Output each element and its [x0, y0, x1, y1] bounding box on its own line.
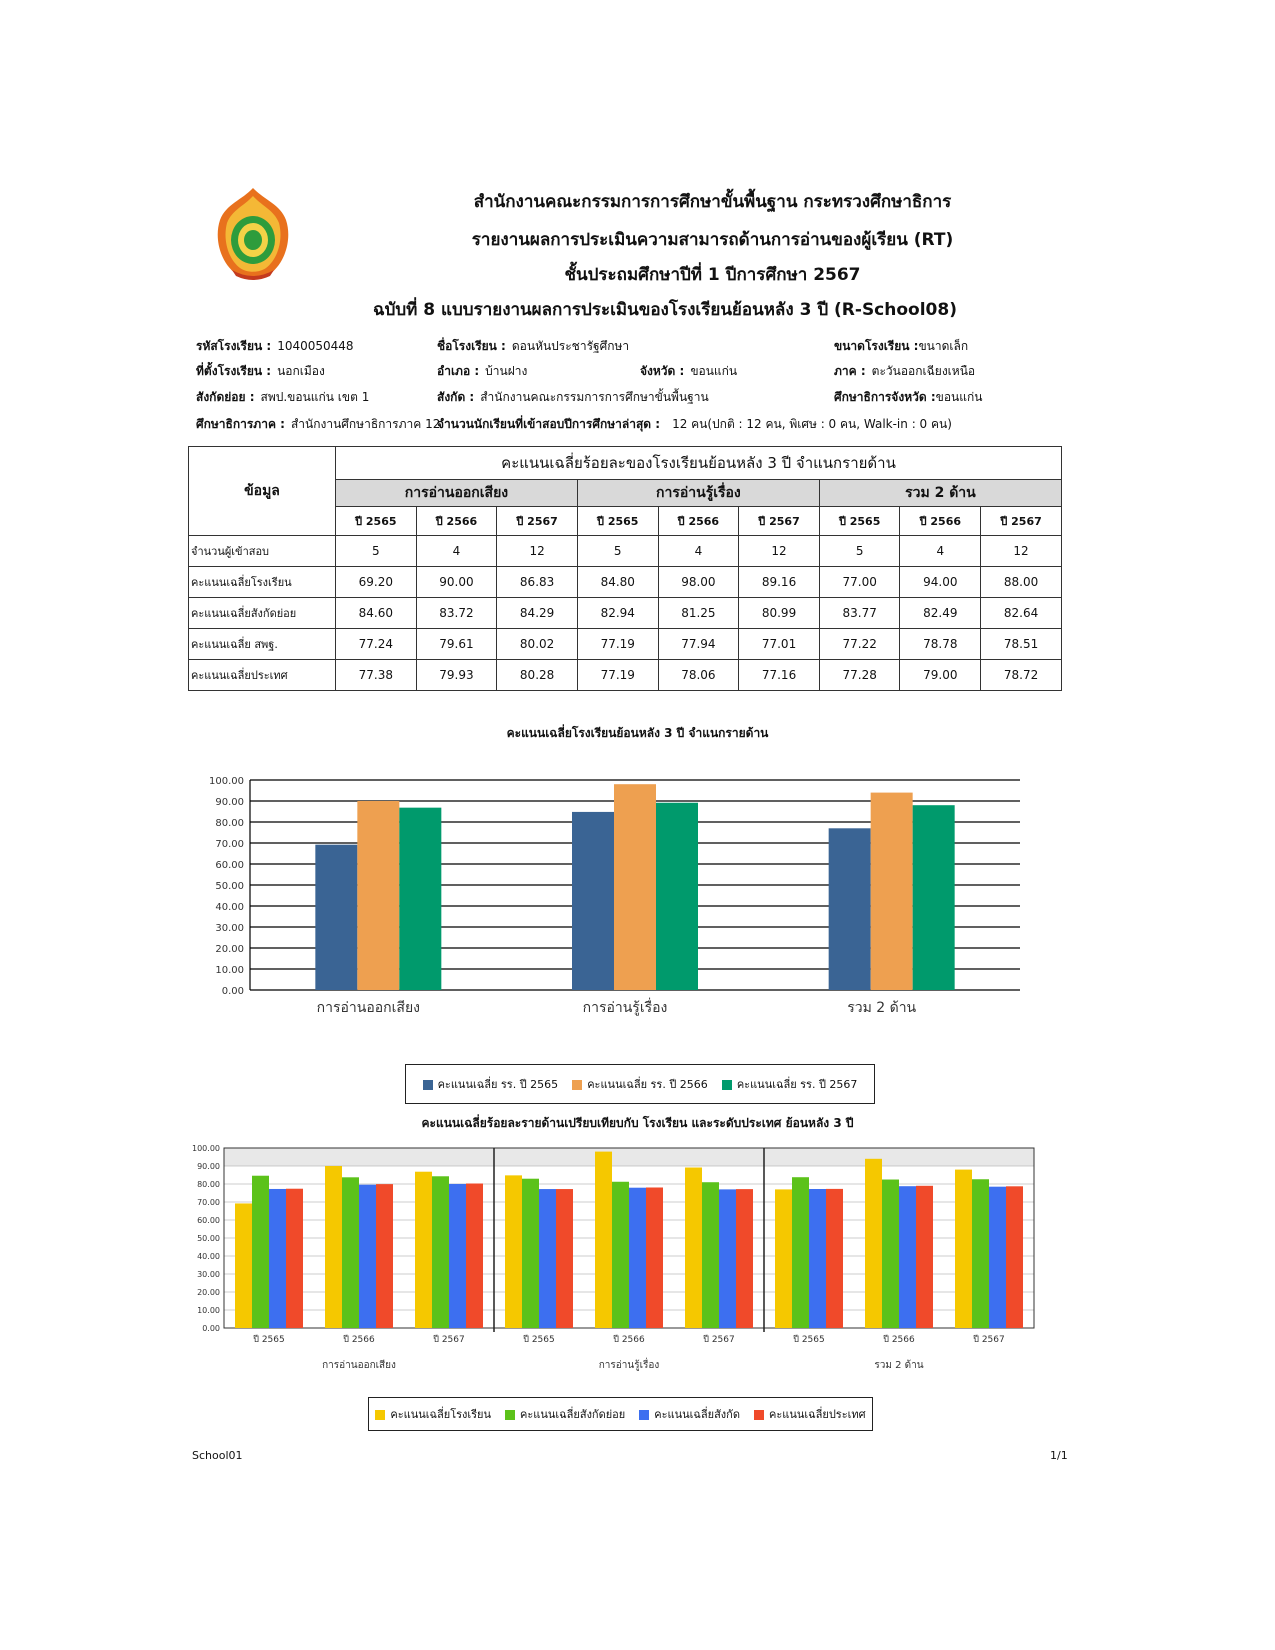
bar — [342, 1177, 359, 1328]
y-tick-label: 70.00 — [215, 839, 244, 850]
legend-swatch — [423, 1080, 433, 1090]
y-tick-label: 0.00 — [202, 1324, 220, 1333]
bar — [505, 1175, 522, 1328]
y-tick-label: 60.00 — [215, 860, 244, 871]
x-category-label: การอ่านออกเสียง — [316, 1000, 421, 1016]
y-tick-label: 60.00 — [197, 1216, 220, 1225]
row-header: ข้อมูล — [189, 447, 336, 536]
table-cell: 94.00 — [900, 567, 981, 598]
legend-item — [722, 1075, 858, 1093]
y-tick-label: 30.00 — [215, 923, 244, 934]
student-count: จำนวนนักเรียนที่เข้าสอบปีการศึกษาล่าสุด : 12 คน(ปกติ : 12 คน, พิเศษ : 0 คน, Walk-in : 0 คน) — [437, 417, 952, 431]
table-cell: 77.01 — [739, 629, 820, 660]
footer-left: School01 — [192, 1449, 243, 1462]
bar — [899, 1186, 916, 1328]
x-tick-label: ปี 2566 — [613, 1335, 645, 1345]
table-cell: 4 — [416, 536, 497, 567]
bar — [646, 1187, 663, 1328]
footer-page: 1/1 — [1050, 1449, 1068, 1462]
y-tick-label: 40.00 — [215, 902, 244, 913]
bar — [826, 1189, 843, 1328]
bar — [315, 845, 357, 990]
y-tick-label: 0.00 — [221, 986, 244, 997]
school-affiliation: สังกัด : สำนักงานคณะกรรมการการศึกษาขั้นพื้นฐาน — [437, 390, 709, 404]
bar — [595, 1152, 612, 1328]
table-cell: 5 — [336, 536, 417, 567]
table-row — [189, 536, 1062, 567]
school-size: ขนาดโรงเรียน :ขนาดเล็ก — [834, 339, 969, 353]
table-cell: 79.00 — [900, 660, 981, 691]
legend-swatch — [375, 1410, 385, 1420]
bar — [656, 803, 698, 990]
y-tick-label: 20.00 — [197, 1288, 220, 1297]
x-category-label: การอ่านรู้เรื่อง — [582, 1000, 668, 1016]
table-row — [189, 629, 1062, 660]
table-cell: 79.93 — [416, 660, 497, 691]
table-cell: 90.00 — [416, 567, 497, 598]
legend-label: คะแนนเฉลี่ย รร. ปี 2567 — [736, 1078, 858, 1091]
plot-band — [224, 1148, 1034, 1166]
table-cell: 5 — [819, 536, 900, 567]
bar — [359, 1185, 376, 1328]
bar — [792, 1177, 809, 1328]
legend-label: คะแนนเฉลี่ยประเทศ — [768, 1408, 866, 1421]
legend-swatch — [505, 1410, 515, 1420]
bar — [357, 801, 399, 990]
table-cell: 5 — [577, 536, 658, 567]
table-cell: 77.24 — [336, 629, 417, 660]
chart1-legend — [405, 1064, 875, 1104]
x-category-label: รวม 2 ด้าน — [847, 1000, 917, 1016]
bar — [572, 812, 614, 990]
y-tick-label: 20.00 — [215, 944, 244, 955]
y-tick-label: 50.00 — [215, 881, 244, 892]
table-top-header: คะแนนเฉลี่ยร้อยละของโรงเรียนย้อนหลัง 3 ปี จำแนกรายด้าน — [336, 447, 1062, 480]
bar — [989, 1187, 1006, 1328]
x-tick-label: ปี 2567 — [973, 1335, 1005, 1345]
y-tick-label: 70.00 — [197, 1198, 220, 1207]
table-cell: 80.02 — [497, 629, 578, 660]
table-row — [189, 660, 1062, 691]
school-location: ที่ตั้งโรงเรียน : นอกเมือง — [196, 364, 325, 378]
legend-swatch — [639, 1410, 649, 1420]
bar — [399, 808, 441, 990]
bar — [1006, 1186, 1023, 1328]
table-cell: 78.72 — [981, 660, 1062, 691]
bar — [882, 1180, 899, 1328]
bar — [719, 1189, 736, 1328]
row-label: คะแนนเฉลี่ยโรงเรียน — [189, 567, 336, 598]
year-header: ปี 2566 — [658, 507, 739, 536]
table-cell: 86.83 — [497, 567, 578, 598]
y-tick-label: 10.00 — [215, 965, 244, 976]
table-cell: 12 — [497, 536, 578, 567]
table-cell: 84.60 — [336, 598, 417, 629]
year-header: ปี 2567 — [981, 507, 1062, 536]
bar — [612, 1182, 629, 1328]
bar — [432, 1176, 449, 1328]
table-cell: 82.49 — [900, 598, 981, 629]
y-tick-label: 40.00 — [197, 1252, 220, 1261]
bar — [916, 1186, 933, 1328]
legend-label: คะแนนเฉลี่ยสังกัดย่อย — [520, 1408, 626, 1421]
bar — [629, 1188, 646, 1328]
table-row — [189, 567, 1062, 598]
table-cell: 89.16 — [739, 567, 820, 598]
school-province: จังหวัด : ขอนแก่น — [640, 364, 738, 378]
bar — [871, 793, 913, 990]
bar — [809, 1189, 826, 1328]
x-tick-label: ปี 2566 — [343, 1335, 375, 1345]
year-header: ปี 2565 — [819, 507, 900, 536]
x-tick-label: ปี 2567 — [703, 1335, 735, 1345]
section-header: การอ่านรู้เรื่อง — [577, 480, 819, 507]
table-cell: 79.61 — [416, 629, 497, 660]
table-cell: 81.25 — [658, 598, 739, 629]
table-cell: 77.19 — [577, 660, 658, 691]
chart1-title: คะแนนเฉลี่ยโรงเรียนย้อนหลัง 3 ปี จำแนกรายด้าน — [506, 726, 769, 740]
table-cell: 78.06 — [658, 660, 739, 691]
year-header: ปี 2566 — [416, 507, 497, 536]
table-cell: 83.72 — [416, 598, 497, 629]
bar — [325, 1166, 342, 1328]
y-tick-label: 100.00 — [209, 776, 244, 787]
bar — [685, 1168, 702, 1328]
year-header: ปี 2567 — [497, 507, 578, 536]
bar — [252, 1176, 269, 1328]
bar — [865, 1159, 882, 1328]
bar — [614, 784, 656, 990]
x-tick-label: ปี 2565 — [253, 1335, 285, 1345]
bar — [415, 1172, 432, 1328]
header-grade-year: ชั้นประถมศึกษาปีที่ 1 ปีการศึกษา 2567 — [564, 265, 861, 285]
chart2-legend — [368, 1397, 873, 1431]
bar — [556, 1189, 573, 1328]
table-cell: 83.77 — [819, 598, 900, 629]
table-cell: 77.38 — [336, 660, 417, 691]
legend-item — [639, 1405, 740, 1423]
table-cell: 78.51 — [981, 629, 1062, 660]
row-label: คะแนนเฉลี่ยประเทศ — [189, 660, 336, 691]
school-district: อำเภอ : บ้านฝาง — [437, 364, 528, 378]
table-cell: 77.16 — [739, 660, 820, 691]
chart2 — [190, 1140, 1060, 1380]
legend-label: คะแนนเฉลี่ย รร. ปี 2565 — [437, 1078, 559, 1091]
table-cell: 77.19 — [577, 629, 658, 660]
y-tick-label: 80.00 — [197, 1180, 220, 1189]
school-region: ภาค : ตะวันออกเฉียงเหนือ — [834, 364, 976, 378]
section-header: รวม 2 ด้าน — [819, 480, 1061, 507]
x-tick-label: ปี 2565 — [523, 1335, 555, 1345]
bar — [466, 1183, 483, 1328]
year-header: ปี 2565 — [336, 507, 417, 536]
table-cell: 98.00 — [658, 567, 739, 598]
year-header: ปี 2566 — [900, 507, 981, 536]
table-row — [189, 598, 1062, 629]
bar — [449, 1184, 466, 1328]
score-table — [188, 446, 1062, 691]
header-edition: ฉบับที่ 8 แบบรายงานผลการประเมินของโรงเรียนย้อนหลัง 3 ปี (R-School08) — [373, 300, 957, 320]
bar — [913, 805, 955, 990]
bar — [286, 1189, 303, 1328]
provincial-education: ศึกษาธิการจังหวัด :ขอนแก่น — [834, 390, 983, 404]
y-tick-label: 90.00 — [215, 797, 244, 808]
table-cell: 82.64 — [981, 598, 1062, 629]
y-tick-label: 50.00 — [197, 1234, 220, 1243]
table-cell: 77.28 — [819, 660, 900, 691]
table-cell: 82.94 — [577, 598, 658, 629]
table-cell: 84.29 — [497, 598, 578, 629]
school-code: รหัสโรงเรียน : 1040050448 — [196, 339, 354, 353]
bar — [775, 1189, 792, 1328]
table-cell: 77.94 — [658, 629, 739, 660]
table-cell: 84.80 — [577, 567, 658, 598]
group-label: การอ่านออกเสียง — [322, 1360, 396, 1371]
school-area: สังกัดย่อย : สพป.ขอนแก่น เขต 1 — [196, 390, 370, 404]
table-cell: 77.22 — [819, 629, 900, 660]
legend-label: คะแนนเฉลี่ยโรงเรียน — [390, 1408, 492, 1421]
bar — [702, 1182, 719, 1328]
legend-item — [505, 1405, 625, 1423]
header-org: สำนักงานคณะกรรมการการศึกษาขั้นพื้นฐาน กระทรวงศึกษาธิการ — [473, 192, 952, 212]
group-label: รวม 2 ด้าน — [874, 1360, 924, 1371]
bar — [539, 1189, 556, 1328]
legend-label: คะแนนเฉลี่ยสังกัด — [654, 1408, 740, 1421]
table-cell: 4 — [658, 536, 739, 567]
bar — [376, 1184, 393, 1328]
y-tick-label: 100.00 — [192, 1144, 220, 1153]
regional-education: ศึกษาธิการภาค : สำนักงานศึกษาธิการภาค 12 — [196, 417, 441, 431]
group-label: การอ่านรู้เรื่อง — [598, 1360, 660, 1371]
table-cell: 77.00 — [819, 567, 900, 598]
legend-item — [754, 1405, 866, 1423]
school-name: ชื่อโรงเรียน : ดอนหันประชารัฐศึกษา — [437, 339, 630, 353]
row-label: คะแนนเฉลี่ยสังกัดย่อย — [189, 598, 336, 629]
bar — [269, 1189, 286, 1328]
x-tick-label: ปี 2565 — [793, 1335, 825, 1345]
legend-label: คะแนนเฉลี่ย รร. ปี 2566 — [587, 1078, 708, 1091]
chart1 — [190, 768, 1040, 1033]
table-cell: 69.20 — [336, 567, 417, 598]
table-cell: 78.78 — [900, 629, 981, 660]
legend-item — [375, 1405, 491, 1423]
table-cell: 80.28 — [497, 660, 578, 691]
section-header: การอ่านออกเสียง — [336, 480, 578, 507]
y-tick-label: 30.00 — [197, 1270, 220, 1279]
year-header: ปี 2567 — [739, 507, 820, 536]
table-cell: 12 — [739, 536, 820, 567]
legend-swatch — [754, 1410, 764, 1420]
header-report-title: รายงานผลการประเมินความสามารถด้านการอ่านของผู้เรียน (RT) — [471, 230, 954, 250]
bar — [829, 828, 871, 990]
legend-swatch — [572, 1080, 582, 1090]
legend-swatch — [722, 1080, 732, 1090]
bar — [522, 1179, 539, 1328]
table-cell: 4 — [900, 536, 981, 567]
bar — [736, 1189, 753, 1328]
y-tick-label: 10.00 — [197, 1306, 220, 1315]
y-tick-label: 90.00 — [197, 1162, 220, 1171]
legend-item — [423, 1075, 559, 1093]
bar — [955, 1170, 972, 1328]
row-label: คะแนนเฉลี่ย สพฐ. — [189, 629, 336, 660]
legend-item — [572, 1075, 708, 1093]
row-label: จำนวนผู้เข้าสอบ — [189, 536, 336, 567]
x-tick-label: ปี 2566 — [883, 1335, 915, 1345]
year-header: ปี 2565 — [577, 507, 658, 536]
table-cell: 12 — [981, 536, 1062, 567]
table-cell: 80.99 — [739, 598, 820, 629]
chart2-title: คะแนนเฉลี่ยร้อยละรายด้านเปรียบเทียบกับ โรงเรียน และระดับประเทศ ย้อนหลัง 3 ปี — [421, 1116, 854, 1130]
bar — [235, 1203, 252, 1328]
bar — [972, 1179, 989, 1328]
x-tick-label: ปี 2567 — [433, 1335, 465, 1345]
y-tick-label: 80.00 — [215, 818, 244, 829]
table-cell: 88.00 — [981, 567, 1062, 598]
